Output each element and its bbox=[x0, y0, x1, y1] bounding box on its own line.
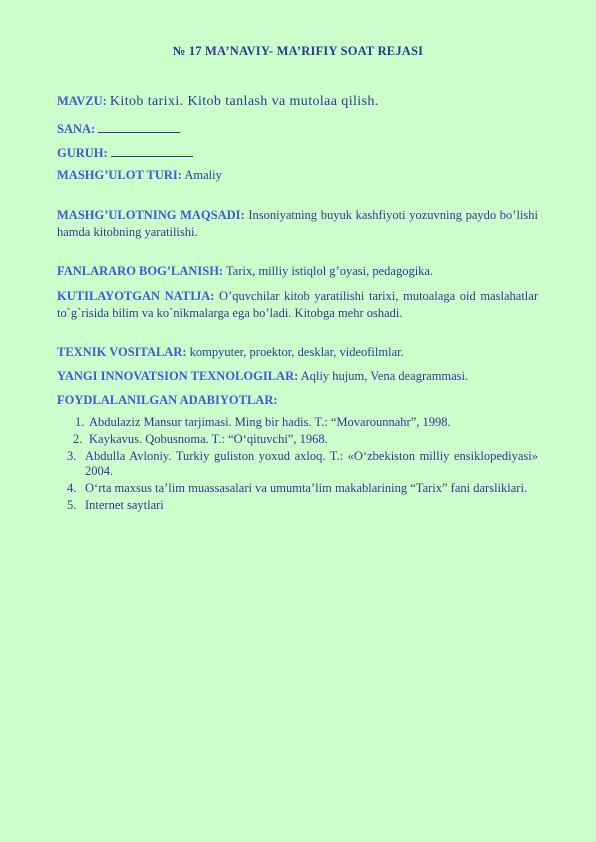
page-title: № 17 MA’NAVIY- MA’RIFIY SOAT REJASI bbox=[172, 44, 424, 58]
reference-item bbox=[57, 449, 538, 479]
reference-item bbox=[57, 498, 538, 513]
mavzu-value: Kitob tarixi. Kitob tanlash va mutolaa qilish. bbox=[109, 94, 379, 109]
guruh-row bbox=[57, 144, 538, 162]
reference-item bbox=[57, 415, 538, 430]
reference-text: Internet saytlari bbox=[85, 498, 164, 512]
guruh-label: GURUH: bbox=[57, 146, 108, 160]
vositalar-row bbox=[57, 344, 538, 361]
adabiyotlar-row bbox=[57, 392, 538, 409]
reference-text: Abdulaziz Mansur tarjimasi. Ming bir hadis. T.: “Movarounnahr”, 1998. bbox=[89, 415, 451, 429]
turi-label: MASHG’ULOT TURI: bbox=[57, 168, 182, 182]
reference-item bbox=[57, 432, 538, 447]
fanlararo-row bbox=[57, 263, 538, 280]
reference-text: O‘rta maxsus ta’lim muassasalari va umumta’lim makablarining “Tarix” fani darsliklari. bbox=[85, 481, 528, 495]
reference-text: Kaykavus. Qobusnoma. T.: “O‘qituvchi”, 1968. bbox=[89, 432, 328, 446]
natija-row bbox=[57, 288, 538, 322]
vositalar-value: kompyuter, proektor, desklar, videofilmlar. bbox=[189, 345, 404, 359]
fanlararo-label: FANLARARO BOG’LANISH: bbox=[57, 264, 224, 278]
reference-text: Abdulla Avloniy. Turkiy guliston yoxud axloq. T.: «O‘zbekiston milliy ensiklopediyasi» 2004. bbox=[85, 449, 538, 478]
innovatsion-label: YANGI INNOVATSION TEXNOLOGILAR: bbox=[57, 369, 299, 383]
reference-number: 4. bbox=[67, 481, 77, 495]
maqsad-row bbox=[57, 207, 538, 241]
natija-value: O’quvchilar kitob yaratilishi tarixi, mutoalaga oid maslahatlar to`g`risida bilim va ko`nikmalarga ega bo’ladi. Kitobga mehr oshadi. bbox=[57, 289, 538, 320]
guruh-blank-line bbox=[111, 144, 193, 157]
reference-number: 1. bbox=[75, 415, 85, 429]
sana-blank-line bbox=[98, 120, 180, 133]
mavzu-label: MAVZU: bbox=[57, 94, 107, 108]
natija-label: KUTILAYOTGAN NATIJA: bbox=[57, 289, 215, 303]
reference-number: 3. bbox=[67, 449, 77, 463]
reference-number: 5. bbox=[67, 498, 77, 512]
adabiyotlar-label: FOYDLALANILGAN ADABIYOTLAR: bbox=[57, 393, 278, 407]
sana-label: SANA: bbox=[57, 122, 96, 136]
maqsad-label: MASHG’ULOTNING MAQSADI: bbox=[57, 208, 245, 222]
turi-value: Amaliy bbox=[184, 168, 222, 182]
mavzu-row bbox=[57, 93, 538, 110]
innovatsion-row bbox=[57, 368, 538, 385]
reference-number: 2. bbox=[73, 432, 83, 446]
innovatsion-value: Aqliy hujum, Vena deagrammasi. bbox=[300, 369, 469, 383]
maqsad-value: Insoniyatning buyuk kashfiyoti yozuvning paydo bo’lishi hamda kitobning yaratilishi. bbox=[57, 208, 538, 239]
sana-row bbox=[57, 120, 538, 138]
reference-item bbox=[57, 481, 538, 496]
vositalar-label: TEXNIK VOSITALAR: bbox=[57, 345, 187, 359]
reference-list bbox=[57, 415, 538, 515]
turi-row bbox=[57, 167, 538, 184]
fanlararo-value: Tarix, milliy istiqlol g’oyasi, pedagogika. bbox=[226, 264, 434, 278]
